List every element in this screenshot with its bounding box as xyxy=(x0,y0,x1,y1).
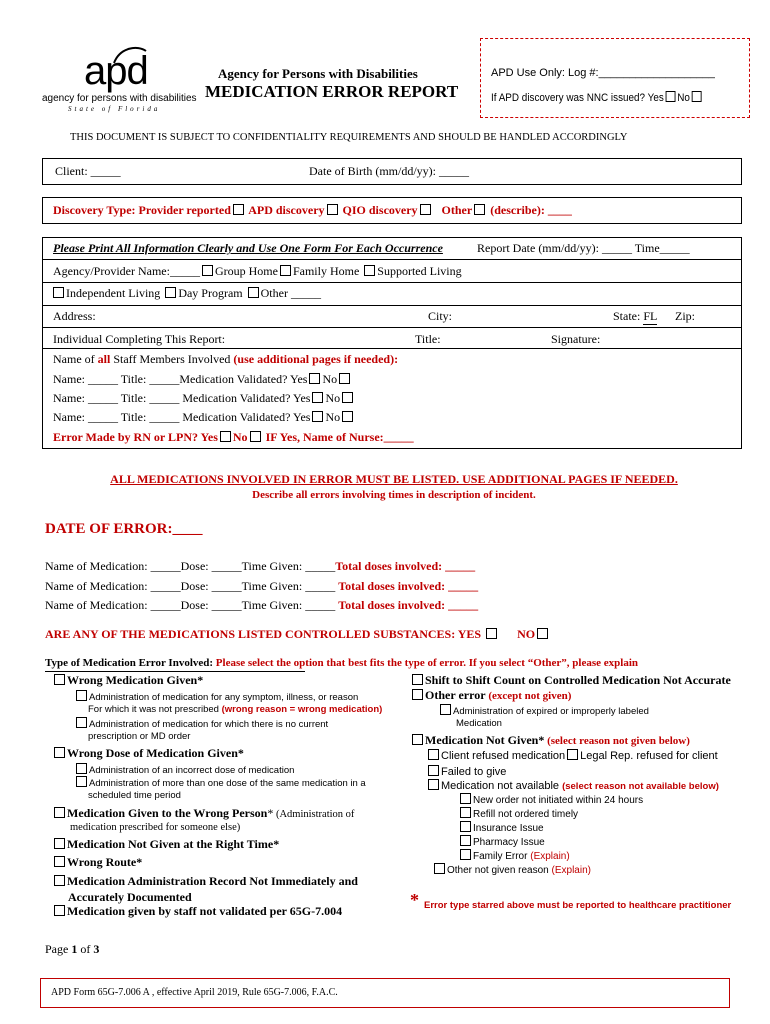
divider xyxy=(43,305,741,306)
zip-field[interactable]: Zip: xyxy=(675,309,695,323)
controlled-substances-row: ARE ANY OF THE MEDICATIONS LISTED CONTROLLED SUBSTANCES: YES NO xyxy=(45,627,550,642)
family-home-checkbox[interactable] xyxy=(280,265,291,276)
wrong-dose-b-cont: scheduled time period xyxy=(88,790,181,801)
not-validated-checkbox[interactable] xyxy=(54,905,65,916)
wrong-med-reason-b-cont: prescription or MD order xyxy=(88,731,191,742)
wrong-med-reason-a: Administration of medication for any symptom, illness, or reason xyxy=(74,690,358,703)
logo-letters: apd xyxy=(84,49,148,93)
medication-row xyxy=(45,598,478,613)
nnc-no-checkbox[interactable] xyxy=(692,91,702,102)
failed-to-give-checkbox[interactable] xyxy=(428,765,439,776)
other-reason-row: Other not given reason (Explain) xyxy=(432,863,591,876)
staff-name-field[interactable]: Name: _____ Title: _____ xyxy=(53,391,180,405)
agency-row: Agency/Provider Name:_____ Group Home Family Home Supported Living xyxy=(53,264,462,278)
validated-yes-checkbox[interactable] xyxy=(312,392,323,403)
star-symbol: * xyxy=(410,890,419,910)
client-box xyxy=(42,158,742,185)
medication-fields[interactable]: Name of Medication: _____Dose: _____Time Given: _____ xyxy=(45,559,336,573)
setting-row: Independent Living Day Program Other _____ xyxy=(51,286,321,301)
discovery-row: Discovery Type: Provider reported APD discovery QIO discovery Other (describe): ____ xyxy=(53,203,572,217)
medication-fields[interactable]: Name of Medication: _____Dose: _____Time Given: _____ xyxy=(45,579,339,593)
individual-completing-field[interactable]: Individual Completing This Report: xyxy=(53,332,226,346)
no-prescription-checkbox[interactable] xyxy=(76,717,87,728)
total-doses-field[interactable]: Total doses involved: _____ xyxy=(338,598,479,612)
group-home-checkbox[interactable] xyxy=(202,265,213,276)
failed-row: Failed to give xyxy=(426,765,506,778)
incorrect-dose-checkbox[interactable] xyxy=(76,763,87,774)
other-error-option: Other error (except not given) xyxy=(410,688,571,703)
address-field[interactable]: Address: xyxy=(53,309,96,323)
validated-no-checkbox[interactable] xyxy=(342,392,353,403)
client-refused-checkbox[interactable] xyxy=(428,749,439,760)
independent-living-checkbox[interactable] xyxy=(53,287,64,298)
not-given-option: Medication Not Given* (select reason not given below) xyxy=(410,733,690,748)
wrong-med-reason-b: Administration of medication for which there is no current xyxy=(74,717,328,730)
total-doses-field[interactable]: Total doses involved: _____ xyxy=(335,559,476,573)
print-instruction: Please Print All Information Clearly and Use One Form For Each Occurrence xyxy=(53,241,443,255)
new-order-row: New order not initiated within 24 hours xyxy=(458,793,643,806)
validated-yes-checkbox[interactable] xyxy=(312,411,323,422)
confidentiality-notice: THIS DOCUMENT IS SUBJECT TO CONFIDENTIALITY REQUIREMENTS AND SHOULD BE HANDLED ACCORDINGLY xyxy=(70,132,628,143)
other-discovery-checkbox[interactable] xyxy=(474,204,485,215)
wrong-medication-checkbox[interactable] xyxy=(54,674,65,685)
logo-state: State of Florida xyxy=(68,105,161,113)
staff-row: Name: _____ Title: _____ Medication Validated? Yes No xyxy=(53,391,355,406)
wrong-dose-b: Administration of more than one dose of the same medication in a xyxy=(74,776,366,789)
new-order-checkbox[interactable] xyxy=(460,793,471,804)
apd-use-box xyxy=(480,38,750,118)
validated-yes-checkbox[interactable] xyxy=(309,373,320,384)
insurance-checkbox[interactable] xyxy=(460,821,471,832)
legal-rep-checkbox[interactable] xyxy=(567,749,578,760)
multiple-dose-checkbox[interactable] xyxy=(76,776,87,787)
staff-row: Name: _____ Title: _____Medication Validated? Yes No xyxy=(53,372,352,387)
logo-subtitle: agency for persons with disabilities xyxy=(42,93,197,104)
wrong-dose-checkbox[interactable] xyxy=(54,747,65,758)
expired-checkbox[interactable] xyxy=(440,704,451,715)
wrong-dose-a: Administration of an incorrect dose of medication xyxy=(74,763,294,776)
star-note: Error type starred above must be reported to healthcare practitioner xyxy=(424,900,732,911)
divider xyxy=(43,282,741,283)
rn-no-checkbox[interactable] xyxy=(250,431,261,442)
rn-lpn-row: Error Made by RN or LPN? Yes No IF Yes, Name of Nurse:_____ xyxy=(53,430,414,444)
staff-heading: Name of all Staff Members Involved (use additional pages if needed): xyxy=(53,352,399,366)
nnc-question: If APD discovery was NNC issued? Yes No xyxy=(491,91,703,104)
other-setting-field[interactable]: Other _____ xyxy=(260,286,321,300)
shift-count-option: Shift to Shift Count on Controlled Medication Not Accurate xyxy=(410,673,731,688)
nnc-yes-checkbox[interactable] xyxy=(666,91,676,102)
refill-checkbox[interactable] xyxy=(460,807,471,818)
pharmacy-row: Pharmacy Issue xyxy=(458,835,545,848)
city-field[interactable]: City: xyxy=(428,309,453,323)
not-validated-option: Medication given by staff not validated per 65G-7.004 xyxy=(52,904,342,919)
state-field: State: FL xyxy=(613,309,658,323)
agency-name-field[interactable]: Agency/Provider Name:_____ xyxy=(53,264,200,278)
mar-checkbox[interactable] xyxy=(54,875,65,886)
report-title: MEDICATION ERROR REPORT xyxy=(205,82,459,101)
family-error-checkbox[interactable] xyxy=(460,849,471,860)
wrong-person-note: medication prescribed for someone else) xyxy=(70,822,241,833)
other-setting-checkbox[interactable] xyxy=(248,287,259,298)
insurance-row: Insurance Issue xyxy=(458,821,544,834)
dob-field[interactable]: Date of Birth (mm/dd/yy): _____ xyxy=(309,164,469,178)
mar-option-cont: Accurately Documented xyxy=(68,890,192,904)
staff-name-field[interactable]: Name: _____ Title: _____ xyxy=(53,410,180,424)
agency-name: Agency for Persons with Disabilities xyxy=(218,66,418,81)
medication-fields[interactable]: Name of Medication: _____Dose: _____Time Given: _____ xyxy=(45,598,339,612)
report-date-field[interactable]: Report Date (mm/dd/yy): _____ Time_____ xyxy=(477,241,690,255)
pharmacy-checkbox[interactable] xyxy=(460,835,471,846)
divider xyxy=(43,259,741,260)
divider xyxy=(43,327,741,328)
rn-yes-checkbox[interactable] xyxy=(220,431,231,442)
log-number-field[interactable]: APD Use Only: Log #:___________________ xyxy=(491,67,715,79)
divider xyxy=(43,348,741,349)
qio-discovery-checkbox[interactable] xyxy=(420,204,431,215)
date-of-error-field[interactable]: DATE OF ERROR:____ xyxy=(45,521,203,537)
refill-row: Refill not ordered timely xyxy=(458,807,578,820)
form-footer-box xyxy=(40,978,730,1008)
wrong-time-option: Medication Not Given at the Right Time* xyxy=(52,837,279,852)
controlled-yes-checkbox[interactable] xyxy=(486,628,497,639)
report-info-box xyxy=(42,237,742,449)
total-doses-field[interactable]: Total doses involved: _____ xyxy=(338,579,479,593)
apd-discovery-checkbox[interactable] xyxy=(327,204,338,215)
wrong-reason-checkbox[interactable] xyxy=(76,690,87,701)
other-reason-checkbox[interactable] xyxy=(434,863,445,874)
mar-option: Medication Administration Record Not Immediately and xyxy=(52,874,358,889)
wrong-person-option: Medication Given to the Wrong Person* (Administration of xyxy=(52,806,354,821)
not-available-checkbox[interactable] xyxy=(428,779,439,790)
wrong-medication-option: Wrong Medication Given* xyxy=(52,673,203,688)
supported-living-checkbox[interactable] xyxy=(364,265,375,276)
instruction-row xyxy=(53,241,443,256)
validated-no-checkbox[interactable] xyxy=(339,373,350,384)
staff-name-field[interactable]: Name: _____ Title: _____ xyxy=(53,372,180,386)
discovery-box xyxy=(42,197,742,224)
client-field[interactable]: Client: _____ xyxy=(55,164,121,178)
other-error-checkbox[interactable] xyxy=(412,689,423,700)
wrong-person-checkbox[interactable] xyxy=(54,807,65,818)
signature-field[interactable]: Signature: xyxy=(551,332,601,346)
describe-field[interactable]: (describe): ____ xyxy=(490,203,572,217)
provider-reported-checkbox[interactable] xyxy=(233,204,244,215)
wrong-med-reason-a-cont: For which it was not prescribed (wrong reason = wrong medication) xyxy=(88,704,383,715)
wrong-route-option: Wrong Route* xyxy=(52,855,142,870)
medications-subheading: Describe all errors involving times in description of incident. xyxy=(252,489,536,501)
expired-option: Administration of expired or improperly labeled xyxy=(438,704,649,717)
not-available-row: Medication not available (select reason not available below) xyxy=(426,779,719,792)
wrong-dose-option: Wrong Dose of Medication Given* xyxy=(52,746,244,761)
wrong-time-checkbox[interactable] xyxy=(54,838,65,849)
controlled-no-checkbox[interactable] xyxy=(537,628,548,639)
staff-row: Name: _____ Title: _____ Medication Validated? Yes No xyxy=(53,410,355,425)
form-id: APD Form 65G-7.006 A , effective April 2019, Rule 65G-7.006, F.A.C. xyxy=(51,987,338,998)
refused-row: Client refused medication Legal Rep. refused for client xyxy=(426,749,718,762)
medications-heading: ALL MEDICATIONS INVOLVED IN ERROR MUST BE LISTED. USE ADDITIONAL PAGES IF NEEDED. xyxy=(110,472,678,486)
shift-count-checkbox[interactable] xyxy=(412,674,423,685)
nurse-name-field[interactable]: IF Yes, Name of Nurse:_____ xyxy=(265,430,414,444)
expired-option-cont: Medication xyxy=(456,718,502,729)
page-number: Page 1 of 3 xyxy=(45,942,100,956)
medication-row xyxy=(45,579,478,594)
apd-logo xyxy=(40,45,195,120)
family-error-row: Family Error (Explain) xyxy=(458,849,570,862)
medication-row xyxy=(45,559,475,574)
validated-no-checkbox[interactable] xyxy=(342,411,353,422)
title-field[interactable]: Title: xyxy=(415,332,441,346)
wrong-route-checkbox[interactable] xyxy=(54,856,65,867)
heading-underline xyxy=(45,671,305,672)
not-given-checkbox[interactable] xyxy=(412,734,423,745)
day-program-checkbox[interactable] xyxy=(165,287,176,298)
error-type-heading: Type of Medication Error Involved: Please select the option that best fits the type of error. If you select “Other”, please explain xyxy=(45,657,639,669)
